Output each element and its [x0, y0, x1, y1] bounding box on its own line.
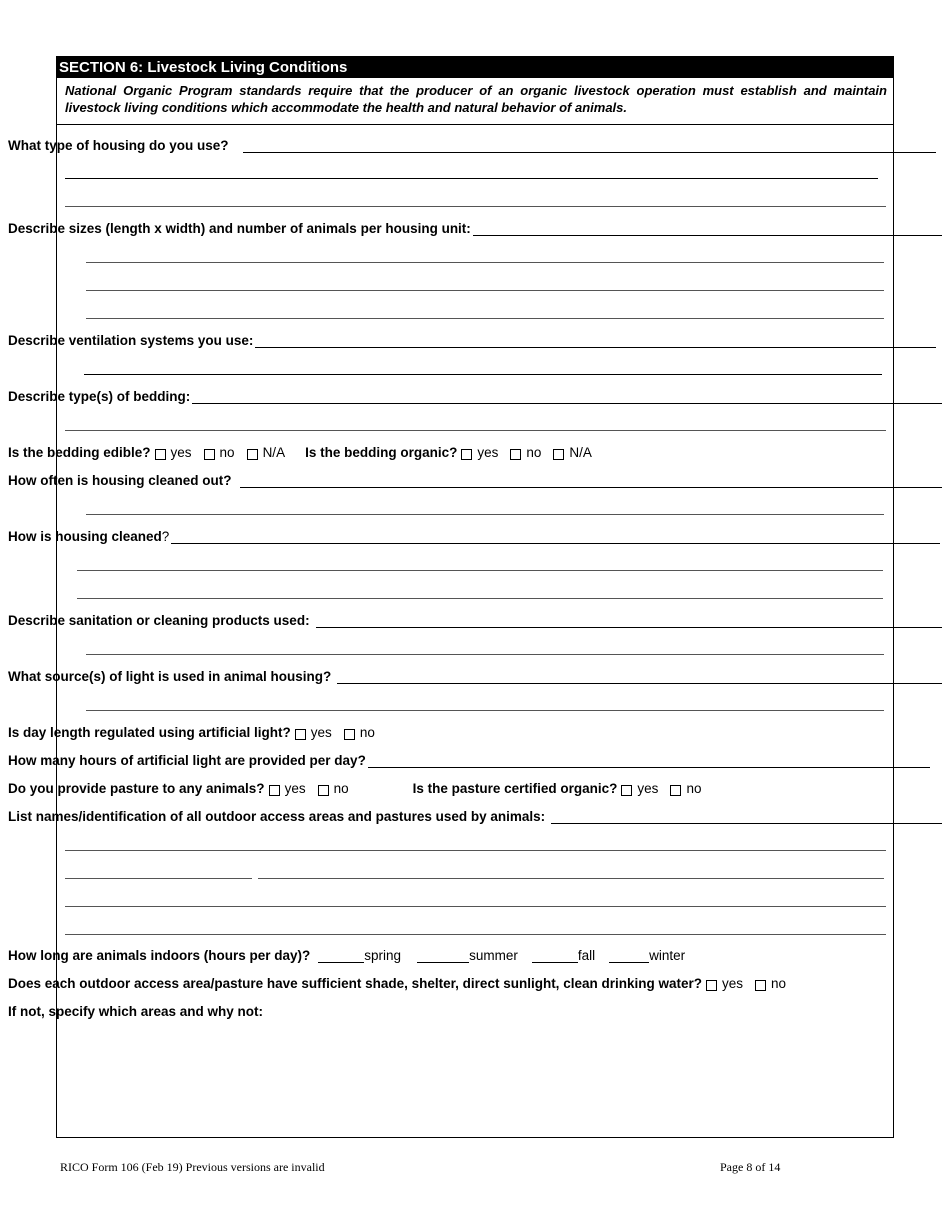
pasture-yes-label: yes	[284, 781, 306, 796]
cleaned-out-line-2[interactable]	[86, 514, 884, 515]
bedding-organic-no-label: no	[526, 445, 542, 460]
bedding-edible-yes-label: yes	[170, 445, 192, 460]
sanitation-line-2[interactable]	[86, 654, 884, 655]
outdoor-sufficient-row	[8, 975, 942, 991]
bedding-type-row	[8, 388, 942, 404]
pasture-organic-no-checkbox[interactable]	[670, 785, 681, 796]
bedding-organic-na-label: N/A	[569, 445, 592, 460]
how-cleaned-line-2[interactable]	[77, 570, 883, 571]
if-not-label: If not, specify which areas and why not:	[8, 1004, 264, 1019]
footer-page-number: Page 8 of 14	[720, 1160, 781, 1174]
bedding-edible-na-checkbox[interactable]	[247, 449, 258, 460]
pasture-organic-yes-checkbox[interactable]	[621, 785, 632, 796]
ventilation-row	[8, 332, 942, 348]
outdoor-sufficient-label: Does each outdoor access area/pasture have sufficient shade, shelter, direct sunlight, clean drinking water?	[8, 976, 702, 991]
winter-hours-field[interactable]	[609, 950, 649, 963]
pasture-organic-label: Is the pasture certified organic?	[412, 781, 618, 796]
day-length-yes-checkbox[interactable]	[295, 729, 306, 740]
housing-type-line-3[interactable]	[65, 206, 886, 207]
day-length-no-label: no	[359, 725, 375, 740]
housing-type-field[interactable]	[243, 140, 937, 153]
bedding-checks-row	[8, 444, 942, 460]
pasture-no-label: no	[333, 781, 349, 796]
bedding-organic-label: Is the bedding organic?	[305, 445, 458, 460]
how-cleaned-field[interactable]	[171, 531, 940, 544]
bedding-organic-yes-label: yes	[477, 445, 499, 460]
fall-hours-field[interactable]	[532, 950, 578, 963]
season-spring-label: spring	[364, 948, 402, 963]
bedding-organic-no-checkbox[interactable]	[510, 449, 521, 460]
season-winter-label: winter	[649, 948, 686, 963]
outdoor-areas-row	[8, 808, 942, 824]
housing-type-label: What type of housing do you use?	[8, 138, 229, 153]
outdoor-sufficient-yes-label: yes	[721, 976, 743, 991]
bedding-organic-na-checkbox[interactable]	[553, 449, 564, 460]
light-source-line-2[interactable]	[86, 710, 884, 711]
day-length-label: Is day length regulated using artificial light?	[8, 725, 291, 740]
day-length-row	[8, 724, 942, 740]
indoors-label: How long are animals indoors (hours per day)?	[8, 948, 311, 963]
outdoor-areas-line-3b[interactable]	[258, 878, 884, 879]
hours-light-field[interactable]	[368, 755, 930, 768]
sizes-line-4[interactable]	[86, 318, 884, 319]
bedding-edible-na-label: N/A	[262, 445, 286, 460]
pasture-no-checkbox[interactable]	[318, 785, 329, 796]
pasture-row	[8, 780, 942, 796]
light-source-label: What source(s) of light is used in animal housing?	[8, 669, 332, 684]
hours-light-label: How many hours of artificial light are provided per day?	[8, 753, 366, 768]
bedding-organic-yes-checkbox[interactable]	[461, 449, 472, 460]
pasture-yes-checkbox[interactable]	[269, 785, 280, 796]
footer-form-id: RICO Form 106 (Feb 19) Previous versions are invalid	[60, 1160, 325, 1174]
sizes-line-3[interactable]	[86, 290, 884, 291]
how-cleaned-mark: ?	[161, 529, 170, 544]
ventilation-field[interactable]	[255, 335, 936, 348]
indoors-row	[8, 947, 942, 963]
bedding-edible-no-label: no	[219, 445, 235, 460]
outdoor-areas-label: List names/identification of all outdoor access areas and pastures used by animals:	[8, 809, 546, 824]
outdoor-sufficient-no-checkbox[interactable]	[755, 980, 766, 991]
outdoor-areas-line-4[interactable]	[65, 906, 886, 907]
hours-light-row	[8, 752, 942, 768]
bedding-type-label: Describe type(s) of bedding:	[8, 389, 191, 404]
bedding-edible-no-checkbox[interactable]	[204, 449, 215, 460]
outdoor-areas-line-3a[interactable]	[65, 878, 252, 879]
day-length-no-checkbox[interactable]	[344, 729, 355, 740]
how-cleaned-line-3[interactable]	[77, 598, 883, 599]
light-source-field[interactable]	[337, 671, 942, 684]
season-summer-label: summer	[469, 948, 518, 963]
pasture-organic-yes-label: yes	[637, 781, 659, 796]
outdoor-areas-field[interactable]	[551, 811, 942, 824]
day-length-yes-label: yes	[310, 725, 332, 740]
sizes-row	[8, 220, 942, 236]
cleaned-out-label: How often is housing cleaned out?	[8, 473, 232, 488]
pasture-label: Do you provide pasture to any animals?	[8, 781, 265, 796]
section-title: SECTION 6: Livestock Living Conditions	[57, 57, 893, 78]
sizes-label: Describe sizes (length x width) and number of animals per housing unit:	[8, 221, 471, 236]
outdoor-areas-line-2[interactable]	[65, 850, 886, 851]
outdoor-areas-line-5[interactable]	[65, 934, 886, 935]
housing-type-row	[8, 137, 942, 153]
if-not-answer-area[interactable]	[62, 1024, 888, 1132]
bedding-type-field[interactable]	[192, 391, 942, 404]
sanitation-label: Describe sanitation or cleaning products used:	[8, 613, 310, 628]
outdoor-sufficient-yes-checkbox[interactable]	[706, 980, 717, 991]
section-intro: National Organic Program standards require that the producer of an organic livestock operation must establish and maintain livestock living conditions which accommodate the health and natural behavior of animals.	[57, 78, 893, 125]
season-fall-label: fall	[577, 948, 596, 963]
ventilation-label: Describe ventilation systems you use:	[8, 333, 254, 348]
sizes-line-2[interactable]	[86, 262, 884, 263]
bedding-edible-yes-checkbox[interactable]	[155, 449, 166, 460]
pasture-organic-no-label: no	[686, 781, 702, 796]
sanitation-row	[8, 612, 942, 628]
sizes-field[interactable]	[473, 223, 942, 236]
light-source-row	[8, 668, 942, 684]
housing-type-line-2[interactable]	[65, 178, 878, 179]
bedding-edible-label: Is the bedding edible?	[8, 445, 151, 460]
ventilation-line-2[interactable]	[84, 374, 882, 375]
cleaned-out-row	[8, 472, 942, 488]
summer-hours-field[interactable]	[417, 950, 469, 963]
sanitation-field[interactable]	[316, 615, 942, 628]
how-cleaned-row	[8, 528, 942, 544]
outdoor-sufficient-no-label: no	[771, 976, 787, 991]
spring-hours-field[interactable]	[318, 950, 364, 963]
bedding-type-line-2[interactable]	[65, 430, 886, 431]
if-not-row	[8, 1003, 942, 1019]
how-cleaned-label: How is housing cleaned	[8, 529, 162, 544]
cleaned-out-field[interactable]	[240, 475, 942, 488]
